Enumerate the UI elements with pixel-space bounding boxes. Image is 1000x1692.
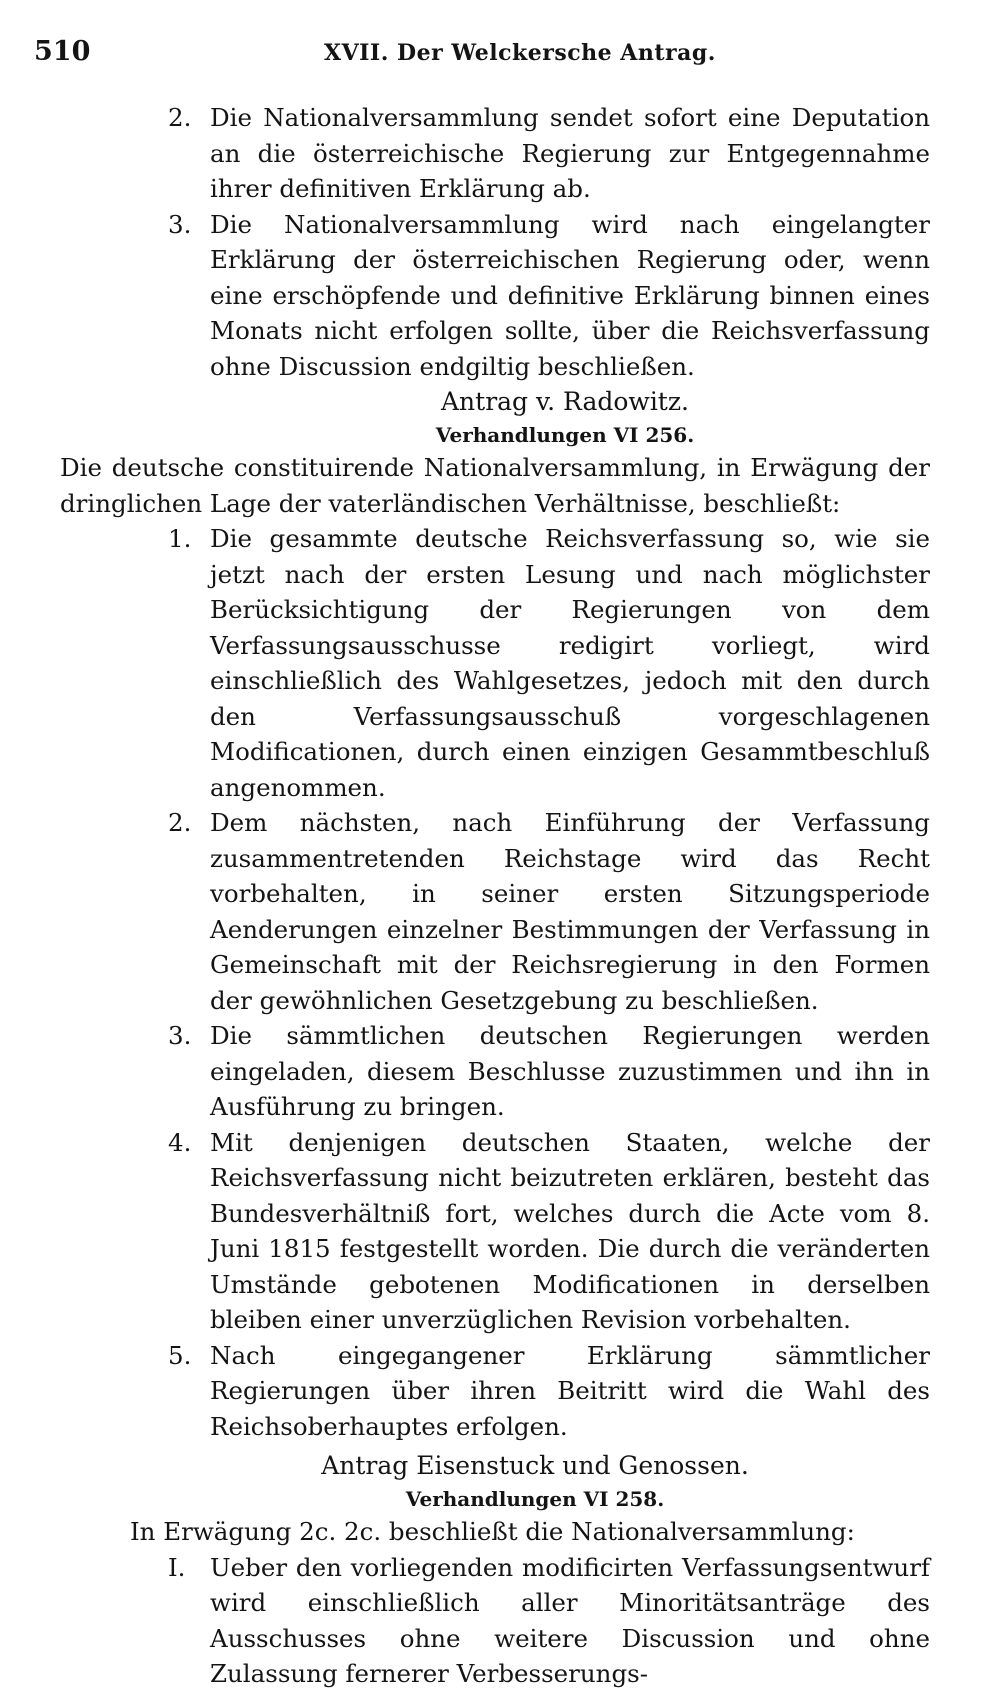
list-item [140,1018,930,1125]
list-item [140,1125,930,1338]
list-item [140,521,930,805]
page-number: 510 [34,36,91,67]
item-number: 2. [168,808,192,837]
item-number: 5. [168,1340,192,1370]
page-body [60,100,930,1692]
list-item [140,1338,930,1445]
item-text: Mit denjenigen deutschen Staaten, welche der Reichsverfassung nicht beizutreten erklären, besteht das Bundesverhältniß fort, welches durch die Acte vom 8. Juni 1815 festgestellt worden. Die durch die veränderten Umstände gebotenen Modificationen in derselben bleiben einer unverzüglichen Revision vorbehalten. [210,1127,930,1334]
item-number: 4. [168,1127,192,1157]
running-head: XVII. Der Welckersche Antrag. [324,40,716,66]
section-reference: Verhandlungen VI 258. [405,1487,665,1511]
list-item [140,207,930,385]
item-text: Die sämmtlichen deutschen Regierungen werden eingeladen, diesem Beschlusse zuzustimmen und ihn in Ausführung zu bringen. [210,1021,930,1121]
page-header [34,36,930,76]
item-number: 1. [168,524,192,553]
item-text: Ueber den vorliegenden modificirten Verfassungsentwurf wird einschließlich aller Minoritätsanträge des Ausschusses ohne weitere Discussion und ohne Zulassung fernerer Verbesserungs- [210,1552,930,1688]
item-number: 3. [168,1021,192,1050]
section-heading: Antrag Eisenstuck und Genossen. [321,1451,749,1480]
list-item [140,805,930,1018]
list-item [140,1550,930,1692]
item-number: 3. [168,209,192,239]
item-text: Nach eingegangener Erklärung sämmtlicher Regierungen über ihren Beitritt wird die Wahl des Reichsoberhauptes erfolgen. [210,1340,930,1441]
section-intro: In Erwägung 2c. 2c. beschließt die Nationalversammlung: [130,1517,855,1546]
item-text: Die gesammte deutsche Reichsverfassung so, wie sie jetzt nach der ersten Lesung und nach möglichster Berücksichtigung der Regierungen von dem Verfassungsausschusse redigirt vorliegt, wird einschließlich des Wahlgesetzes, jedoch mit den durch den Verfassungsausschuß vorgeschlagenen Modificationen, durch einen einzigen Gesammtbeschluß angenommen. [210,524,930,802]
section-reference: Verhandlungen VI 256. [435,423,695,447]
item-text: Dem nächsten, nach Einführung der Verfassung zusammentretenden Reichstage wird das Recht vorbehalten, in seiner ersten Sitzungsperiode Aenderungen einzelner Bestimmungen der Verfassung in Gemeinschaft mit der Reichsregierung in den Formen der gewöhnlichen Gesetzgebung zu beschließen. [210,808,930,1015]
section-heading: Antrag v. Radowitz. [441,387,689,416]
item-number: I. [168,1552,186,1582]
item-text: Die Nationalversammlung wird nach eingelangter Erklärung der österreichischen Regierung oder, wenn eine erschöpfende und definitive Erklärung binnen eines Monats nicht erfolgen sollte, über die Reichsverfassung ohne Discussion endgiltig beschließen. [210,209,930,381]
item-number: 2. [168,103,192,132]
list-item [140,100,930,207]
section-intro: Die deutsche constituirende Nationalversammlung, in Erwägung der dringlichen Lage der vaterländischen Verhältnisse, beschließt: [60,453,930,518]
item-text: Die Nationalversammlung sendet sofort eine Deputation an die österreichische Regierung zur Entgegennahme ihrer definitiven Erklärung ab. [210,103,930,203]
